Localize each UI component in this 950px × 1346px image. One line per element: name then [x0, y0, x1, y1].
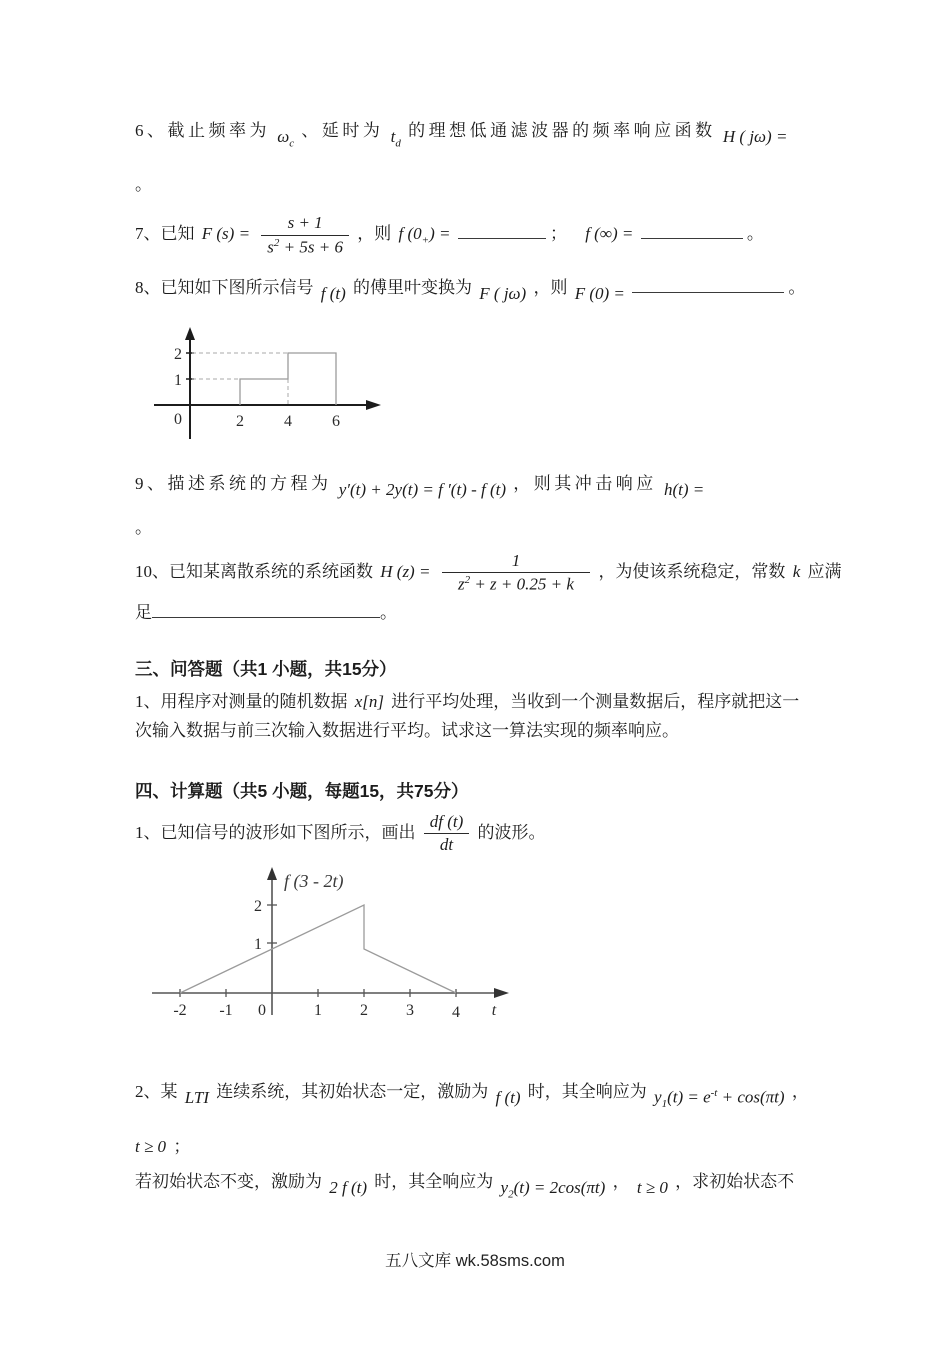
s4q2-ft-symbol: f (t) — [495, 1087, 521, 1107]
q9-ht-formula: h(t) = — [664, 479, 705, 499]
question-10-line2: 足 。 — [135, 602, 397, 622]
q8-text-pre: 8、已知如下图所示信号 — [135, 277, 314, 297]
g2-ylabel-1: 1 — [254, 935, 262, 953]
q8-answer-blank — [632, 277, 784, 293]
q7-semicolon: ； — [549, 224, 567, 244]
g1-x-axis-arrow — [366, 400, 381, 410]
g2-x-axis-arrow — [494, 988, 509, 998]
q8-text-mid: 的傅里叶变换为 — [353, 277, 473, 297]
q8-text-then: ，则 — [533, 277, 568, 297]
section-4-q2-line3: 若初始状态不变，激励为 2 f (t) 时，其全响应为 $y_2(t) = 2\cos(\pi t)$ ， t ≥ 0 ，求初始状态不 — [135, 1165, 925, 1211]
q9-text-pre: 9、描述系统的方程为 — [135, 473, 332, 493]
question-7: 7、已知 F (s) = $\frac{s + 1}{s^2 + 5s + 6}$ ，则 f $(0_+)$ = ； f (∞) = 。 — [135, 213, 764, 257]
s3-xn-symbol: x[n] — [354, 691, 385, 711]
question-6 — [135, 118, 925, 156]
g1-xlabel-4: 4 — [284, 412, 292, 430]
q7-text-pre: 7、已知 — [135, 224, 195, 244]
question-10 — [135, 545, 925, 599]
g2-xlabel-m1: -1 — [219, 1001, 233, 1019]
question-8: 8、已知如下图所示信号 f (t) 的傅里叶变换为 F ( jω) ，则 F (0) = 。 — [135, 271, 925, 311]
g2-xlabel-m2: -2 — [173, 1001, 187, 1019]
s4q2-t2-condition: t ≥ 0 — [636, 1178, 668, 1198]
s4q1-text-pre: 1、已知信号的波形如下图所示，画出 — [135, 822, 416, 842]
s4q2-y2-formula: $y_2(t) = 2\cos(\pi t)$ — [500, 1178, 606, 1201]
s4q2-text-mid1: 连续系统，其初始状态一定，激励为 — [216, 1081, 489, 1101]
s4q2-y1-formula: $y_1(t) = e^{-t} + \cos(\pi t)$ — [654, 1087, 785, 1111]
s4q2-t-condition: t ≥ 0 — [135, 1137, 167, 1157]
q7-fraction: $\frac{s + 1}{s^2 + 5s + 6}$ — [261, 213, 349, 257]
q10-text-post: 应满 — [807, 561, 842, 581]
s4q1-derivative-fraction: $\frac{df (t)}{dt}$ — [424, 812, 470, 856]
s3-text-post: 进行平均处理，当收到一个测量数据后，程序就把这一 — [391, 691, 800, 711]
g2-y-axis-arrow — [267, 867, 277, 880]
g1-xlabel-2: 2 — [236, 412, 244, 430]
q6-text-mid: 、延时为 — [301, 121, 384, 140]
question-6-period: 。 — [135, 175, 152, 195]
q7-finf-formula: f (∞) = — [585, 224, 634, 244]
staircase-signal-plot — [148, 327, 398, 447]
section-3-q1-line2: 次输入数据与前三次输入数据进行平均。试求这一算法实现的频率响应。 — [135, 720, 679, 740]
g1-origin-label: 0 — [174, 410, 182, 428]
q9-equation: y′(t) + 2y(t) = f ′(t) - f (t) — [338, 479, 507, 499]
section-3-heading: 三、问答题（共1 小题，共15分） — [135, 658, 397, 679]
f-3-minus-2t-plot — [150, 865, 530, 1033]
q7-Fs-formula: F (s) = — [201, 224, 251, 244]
q9-text-mid: ，则其冲击响应 — [513, 473, 657, 493]
s4q2-text-l3mid: 时，其全响应为 — [374, 1172, 494, 1192]
g1-ylabel-1: 1 — [174, 371, 182, 389]
q10-text-zu: 足 — [135, 602, 152, 622]
g2-xlabel-4: 4 — [452, 1003, 460, 1021]
q10-fraction: $\frac{1}{z^2 + z + 0.25 + k}$ — [442, 551, 591, 595]
exam-page-body — [135, 118, 925, 1212]
g1-y-axis-arrow — [185, 327, 195, 340]
q8-ft-symbol: f (t) — [320, 283, 346, 303]
s3-text-pre: 1、用程序对测量的随机数据 — [135, 691, 348, 711]
s4q2-2ft-symbol: 2 f (t) — [329, 1178, 368, 1198]
g2-signal-curve — [180, 905, 456, 993]
q6-hjw-formula: H ( jω) = — [722, 127, 788, 146]
g1-signal-curve — [240, 353, 336, 405]
q8-Fjw-symbol: F ( jω) — [479, 283, 527, 303]
section-4-heading: 四、计算题（共5 小题，每题15，共75分） — [135, 780, 469, 801]
q6-text-pre: 6、截止频率为 — [135, 121, 270, 140]
q10-answer-blank — [152, 602, 380, 618]
g2-xlabel-0: 0 — [258, 1001, 266, 1019]
site-watermark: 五八文库 wk.58sms.com — [385, 1252, 565, 1270]
g2-ylabel-2: 2 — [254, 897, 262, 915]
s4q2-text-l3pre: 若初始状态不变，激励为 — [135, 1172, 322, 1192]
q7-answer-blank-1 — [458, 223, 546, 239]
q10-text-mid: ，为使该系统稳定，常数 — [598, 561, 786, 581]
section-4-q1 — [135, 807, 925, 859]
s4q2-lti-symbol: LTI — [184, 1087, 209, 1107]
s4q1-text-post: 的波形。 — [477, 822, 546, 842]
q6-td-symbol: $t_d$ — [390, 127, 401, 150]
g2-xlabel-3: 3 — [406, 1001, 414, 1019]
question-9-period: 。 — [135, 517, 152, 537]
g1-ylabel-2: 2 — [174, 345, 182, 363]
section-4-q2-line1: 2、某 LTI 连续系统，其初始状态一定，激励为 f (t) 时，其全响应为 $y_1(t) = e^{-t} + \cos(\pi t)$ ， — [135, 1075, 925, 1121]
question-9 — [135, 469, 925, 505]
s4q2-text-l3post: ，求初始状态不 — [675, 1172, 795, 1192]
g2-xaxis-t-label: t — [491, 1001, 497, 1019]
q10-text-pre: 10、已知某离散系统的系统函数 — [135, 561, 373, 581]
s4q2-text-mid2: 时，其全响应为 — [527, 1081, 647, 1101]
q6-text-post: 的理想低通滤波器的频率响应函数 — [408, 121, 716, 140]
g1-xlabel-6: 6 — [332, 412, 340, 430]
q10-k-symbol: k — [792, 561, 801, 581]
q7-f0plus-formula: f $(0_+)$ = — [398, 224, 451, 247]
q7-text-mid: ，则 — [357, 224, 392, 244]
q8-F0-formula: F (0) = — [574, 283, 625, 303]
g2-xlabel-2: 2 — [360, 1001, 368, 1019]
section-4-q2-line2: t ≥ 0 ； — [135, 1137, 191, 1157]
g2-xlabel-1: 1 — [314, 1001, 322, 1019]
section-3-q1-line1 — [135, 687, 925, 716]
g2-title: f (3 - 2t) — [284, 870, 344, 891]
q7-answer-blank-2 — [641, 223, 743, 239]
q10-Hz-formula: H (z) = — [380, 561, 431, 581]
q6-omega-c-symbol: $\omega_c$ — [277, 127, 295, 150]
s4q2-text-pre: 2、某 — [135, 1081, 178, 1101]
